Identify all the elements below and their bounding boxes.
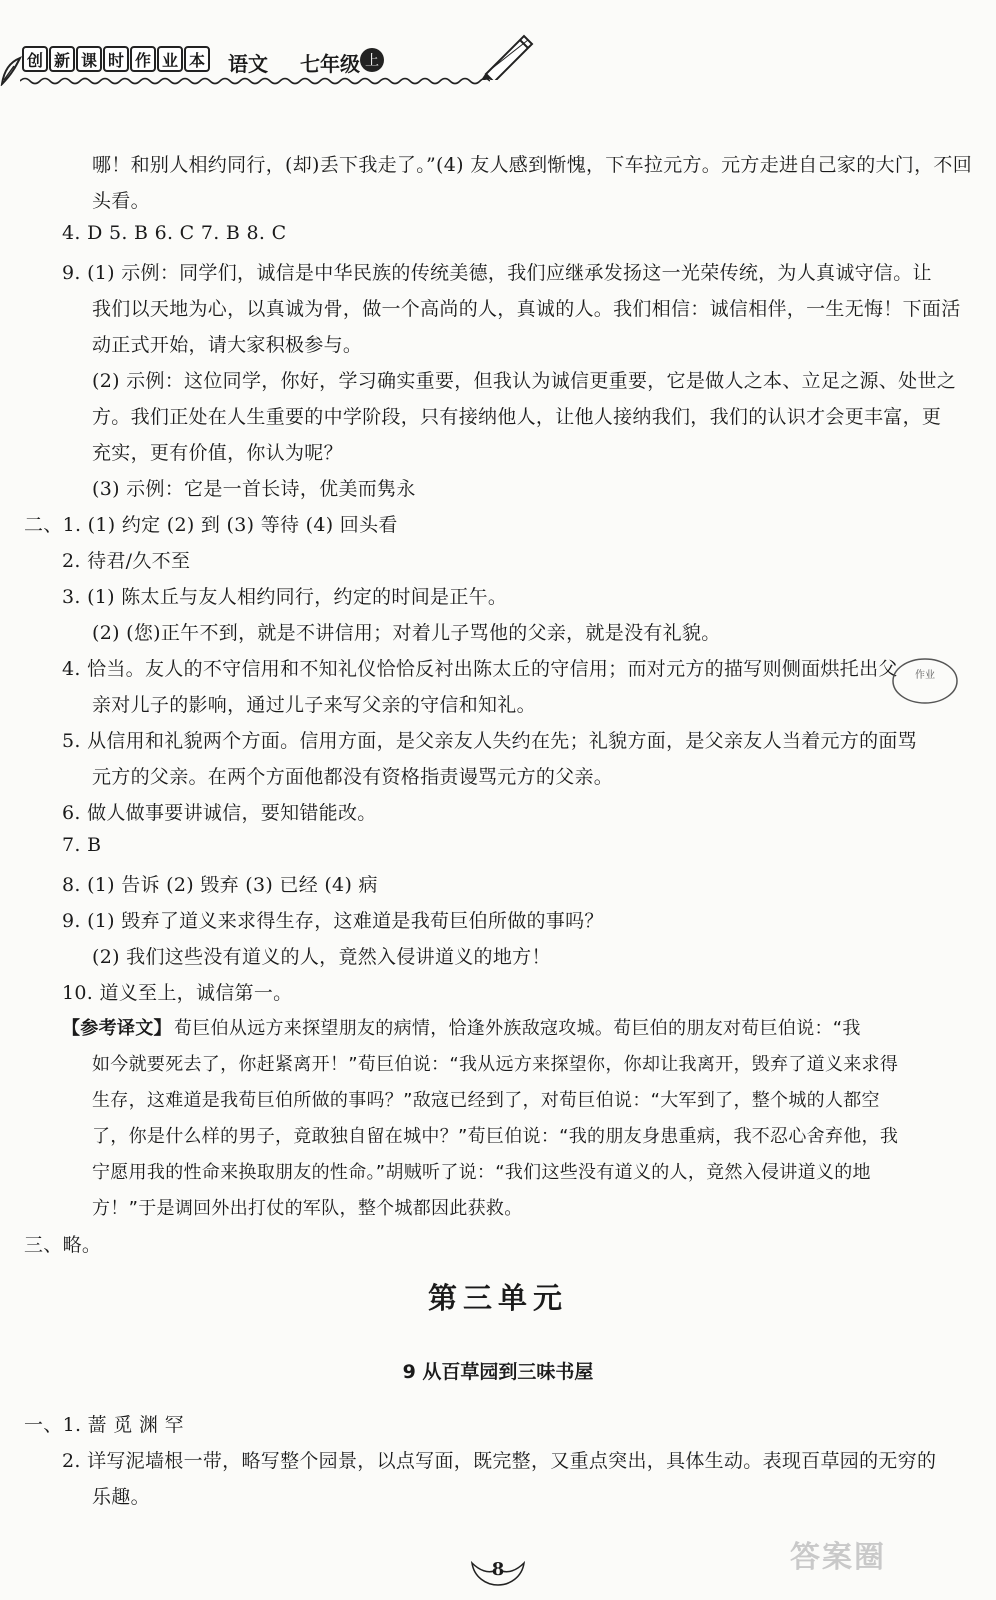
reference-line: 方！”于是调回外出打仗的军队，整个城都因此获救。 [92,1198,523,1219]
answer-line: 2. 待君/久不至 [62,550,191,572]
reference-label: 【参考译文】 [62,1018,172,1039]
series-brand [22,46,211,72]
answer-line: 4. D 5. B 6. C 7. B 8. C [62,222,287,244]
answer-line: 7. B [62,834,102,856]
reference-line: 荀巨伯从远方来探望朋友的病情，恰逢外族敌寇攻城。荀巨伯的朋友对荀巨伯说：“我 [174,1018,861,1039]
answer-line: 充实，更有价值，你认为呢？ [92,442,343,464]
answer-line: 5. 从信用和礼貌两个方面。信用方面，是父亲友人失约在先；礼貌方面，是父亲友人当着元方的面骂 [62,730,917,752]
answer-line: 二、1. (1) 约定 (2) 到 (3) 等待 (4) 回头看 [24,514,398,536]
pencil-icon [480,30,536,80]
answer-line: 6. 做人做事要讲诚信，要知错能改。 [62,802,377,824]
page-number: 8 [491,1559,505,1580]
answer-line: 我们以天地为心，以真诚为骨，做一个高尚的人，真诚的人。我们相信：诚信相伴，一生无悔！下面活 [92,298,961,320]
answer-line: 乐趣。 [92,1486,150,1508]
brand-char: 课 [76,46,102,72]
answer-line: 亲对儿子的影响，通过儿子来写父亲的守信和知礼。 [92,694,536,716]
brand-char: 业 [157,46,183,72]
answer-line: 10. 道义至上，诚信第一。 [62,982,293,1004]
reference-line: 了，你是什么样的男子，竟敢独自留在城中？”荀巨伯说：“我的朋友身患重病，我不忍心舍弃他，我 [92,1126,899,1147]
subject-label: 语文 [228,52,268,76]
answer-line: 4. 恰当。友人的不守信用和不知礼仪恰恰反衬出陈太丘的守信用；而对元方的描写则侧面烘托出父 [62,658,898,680]
answer-line: 一、1. 蔷 觅 渊 罕 [24,1414,184,1436]
answer-line: 头看。 [92,190,150,212]
watermark-logo: 答案圈 [790,1540,886,1575]
page-header [0,0,996,92]
unit-title: 第三单元 [427,1281,568,1315]
answer-line: 动正式开始，请大家积极参与。 [92,334,363,356]
reference-line: 生存，这难道是我荀巨伯所做的事吗？”敌寇已经到了，对荀巨伯说：“大军到了，整个城的人都空 [92,1090,880,1111]
leaf-ornament-icon [0,56,22,86]
reference-line: 如今就要死去了，你赶紧离开！”荀巨伯说：“我从远方来探望你，你却让我离开，毁弃了道义来求得 [92,1054,899,1075]
answer-line: 3. (1) 陈太丘与友人相约同行，约定的时间是正午。 [62,586,508,608]
answer-line: 9. (1) 示例：同学们，诚信是中华民族的传统美德，我们应继承发扬这一光荣传统，为人真诚守信。让 [62,262,932,284]
answer-line: 哪！和别人相约同行，(却)丢下我走了。”(4) 友人感到惭愧，下车拉元方。元方走进自己家的大门，不回 [92,154,972,176]
brand-char: 时 [103,46,129,72]
answer-line: (3) 示例：它是一首长诗，优美而隽永 [92,478,416,500]
answer-line: (2) 示例：这位同学，你好，学习确实重要，但我认为诚信更重要，它是做人之本、立足之源、处世之 [92,370,957,392]
grade-label: 七年级 [300,52,360,76]
lesson-title: 9 从百草园到三味书屋 [402,1361,594,1383]
answer-line: 三、略。 [24,1234,102,1256]
answer-line: (2) (您)正午不到，就是不讲信用；对着儿子骂他的父亲，就是没有礼貌。 [92,622,721,644]
brand-char: 作 [130,46,156,72]
brand-char: 本 [184,46,210,72]
answer-line: (2) 我们这些没有道义的人，竟然入侵讲道义的地方！ [92,946,551,968]
reference-line: 宁愿用我的性命来换取朋友的性命。”胡贼听了说：“我们这些没有道义的人，竟然入侵讲道义的地 [92,1162,871,1183]
wavy-divider [20,76,490,86]
brand-char: 创 [22,46,48,72]
volume-badge: 上 [360,48,384,72]
answer-line: 8. (1) 告诉 (2) 毁弃 (3) 已经 (4) 病 [62,874,378,896]
answer-line: 元方的父亲。在两个方面他都没有资格指责谩骂元方的父亲。 [92,766,614,788]
answer-line: 2. 详写泥墙根一带，略写整个园景，以点写面，既完整，又重点突出，具体生动。表现百草园的无穷的 [62,1450,937,1472]
brand-char: 新 [49,46,75,72]
page-number-badge [468,1553,528,1589]
answer-line: 9. (1) 毁弃了道义来求得生存，这难道是我荀巨伯所做的事吗？ [62,910,604,932]
stamp-text: 作业 [915,670,935,681]
stamp-icon [890,656,960,706]
answer-line: 方。我们正处在人生重要的中学阶段，只有接纳他人，让他人接纳我们，我们的认识才会更丰富，更 [92,406,942,428]
